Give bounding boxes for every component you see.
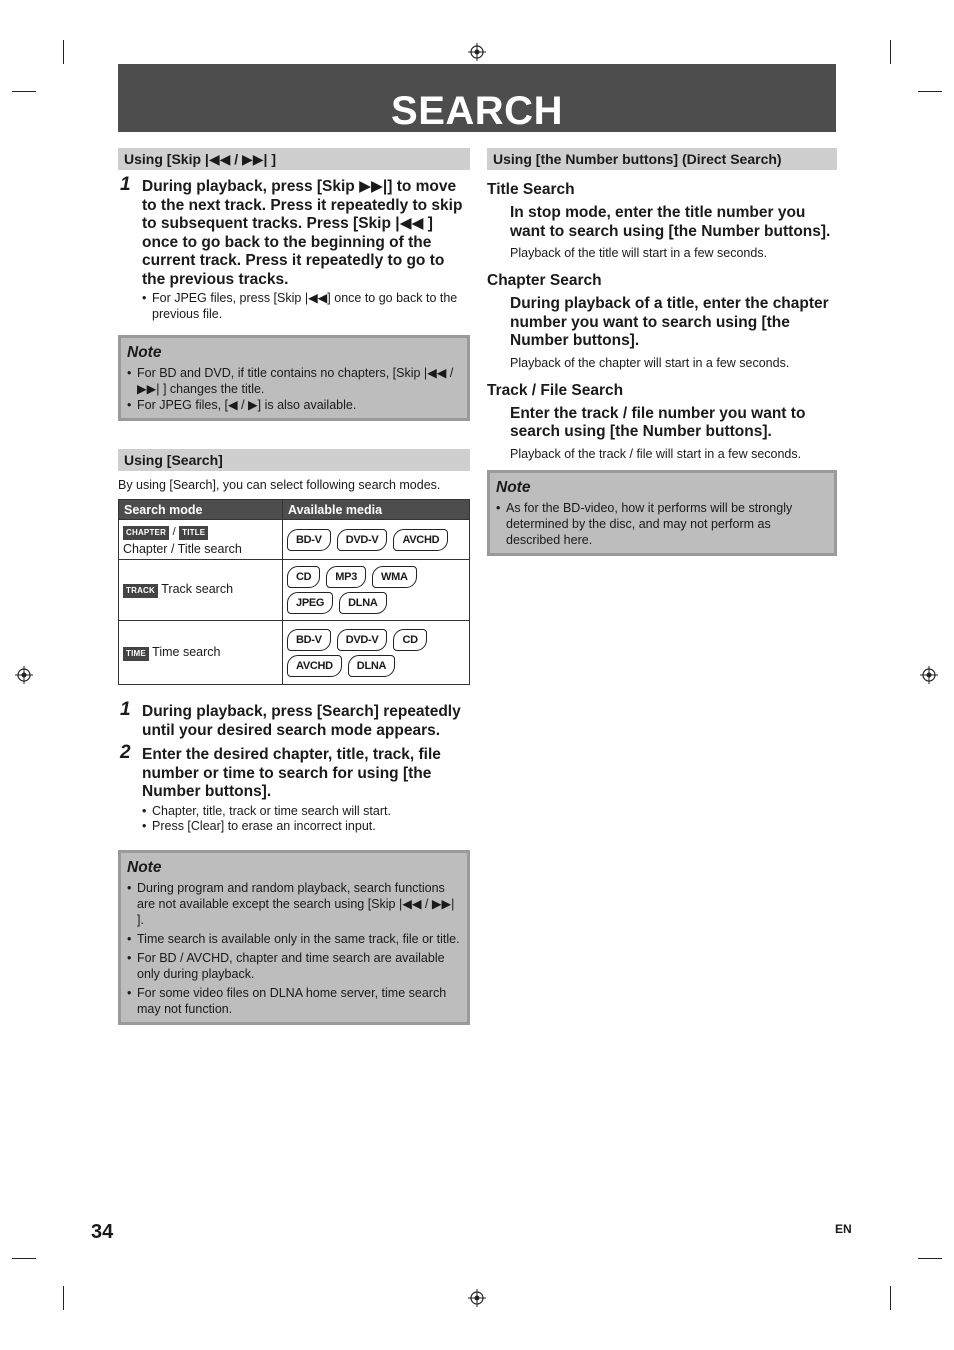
- registration-mark-icon: [468, 43, 486, 61]
- media-logo: WMA: [372, 566, 417, 588]
- table-row: [119, 621, 470, 685]
- step-text: During playback, press [Skip ▶▶|] to move to the next track. Press it repeatedly to skip to subsequent tracks. Press [Skip |◀◀ ] once to go back to the beginning of the current track. Press it repeatedly to go to the previous tracks.: [142, 178, 463, 288]
- table-row: [119, 520, 470, 560]
- table-header: Search mode: [119, 500, 283, 520]
- search-mode-cell: [119, 520, 283, 560]
- note-list: [496, 500, 828, 548]
- right-column: [487, 148, 837, 556]
- search-step-2: [118, 742, 470, 802]
- mode-tag: TITLE: [179, 526, 208, 540]
- media-logo: DLNA: [339, 592, 386, 614]
- search-step-1: [118, 699, 470, 740]
- crop-mark: [12, 91, 36, 92]
- list-item: • For some video files on DLNA home server, time search may not function.: [127, 985, 461, 1017]
- list-item: • For JPEG files, [◀ / ▶] is also available.: [127, 397, 461, 413]
- media-logo: AVCHD: [393, 529, 448, 551]
- title-search-result: Playback of the title will start in a few seconds.: [510, 246, 768, 260]
- page-title: SEARCH: [391, 89, 563, 133]
- note-box-direct: [487, 470, 837, 556]
- search-intro: By using [Search], you can select following search modes.: [118, 478, 441, 492]
- chapter-search-heading: Chapter Search: [487, 272, 602, 289]
- media-logo: CD: [287, 566, 320, 588]
- track-search-instruction: Enter the track / file number you want to search using [the Number buttons].: [510, 404, 806, 440]
- note-title: Note: [127, 344, 162, 361]
- media-cell: [283, 560, 470, 621]
- crop-mark: [918, 91, 942, 92]
- skip-step-1: [118, 174, 470, 289]
- crop-mark: [12, 1258, 36, 1259]
- crop-mark: [918, 1258, 942, 1259]
- mode-label: Chapter / Title search: [123, 541, 242, 556]
- mode-label: Time search: [152, 644, 221, 659]
- list-item: • For BD and DVD, if title contains no chapters, [Skip |◀◀ / ▶▶| ] changes the title.: [127, 365, 461, 397]
- crop-mark: [63, 1286, 64, 1310]
- crop-mark: [890, 40, 891, 64]
- search-mode-cell: [119, 560, 283, 621]
- chapter-search-instruction: During playback of a title, enter the chapter number you want to search using [the Number buttons].: [510, 295, 829, 349]
- crop-mark: [890, 1286, 891, 1310]
- search-mode-table: [118, 499, 470, 685]
- table-row: [119, 560, 470, 621]
- table-header: Available media: [283, 500, 470, 520]
- list-item: • During program and random playback, search functions are not available except the search using [Skip |◀◀ / ▶▶| ].: [127, 880, 461, 928]
- list-item: • For BD / AVCHD, chapter and time search are available only during playback.: [127, 950, 461, 982]
- registration-mark-icon: [15, 666, 33, 684]
- mode-tag: TRACK: [123, 584, 158, 598]
- note-box-search: [118, 850, 470, 1025]
- media-cell: [283, 520, 470, 560]
- step-text: During playback, press [Search] repeatedly until your desired search mode appears.: [142, 703, 461, 739]
- mode-label: Track search: [161, 582, 234, 596]
- track-search-result: Playback of the track / file will start in a few seconds.: [510, 446, 802, 461]
- left-column: [118, 148, 470, 1025]
- media-logo: MP3: [326, 566, 366, 588]
- search-step-2-bullets: [142, 804, 470, 835]
- media-logo: AVCHD: [287, 655, 342, 677]
- list-item: • For JPEG files, press [Skip |◀◀] once to go back to the previous file.: [142, 291, 470, 322]
- note-box-skip: [118, 335, 470, 421]
- page-number: 34: [91, 1221, 114, 1243]
- crop-mark: [63, 40, 64, 64]
- media-logo: DVD-V: [337, 629, 388, 651]
- media-cell: [283, 621, 470, 685]
- list-item: • As for the BD-video, how it performs will be strongly determined by the disc, and may not perform as described here.: [496, 500, 828, 548]
- media-logo: BD-V: [287, 629, 331, 651]
- mode-tag: TIME: [123, 647, 149, 661]
- step-number: 2: [120, 742, 131, 763]
- title-search-heading: Title Search: [487, 181, 575, 198]
- list-item: • Chapter, title, track or time search will start.: [142, 804, 470, 820]
- track-search-heading: Track / File Search: [487, 381, 624, 399]
- step-number: 1: [120, 174, 131, 195]
- step-number: 1: [120, 699, 131, 720]
- registration-mark-icon: [468, 1289, 486, 1307]
- mode-tag: CHAPTER: [123, 526, 169, 540]
- section-heading-search: Using [Search]: [118, 449, 470, 471]
- separator: /: [172, 525, 176, 538]
- language-code: EN: [835, 1222, 852, 1236]
- media-logo: DLNA: [348, 655, 395, 677]
- registration-mark-icon: [920, 666, 938, 684]
- list-item: • Press [Clear] to erase an incorrect input.: [142, 819, 470, 835]
- section-heading-skip: Using [Skip |◀◀ / ▶▶| ]: [118, 148, 470, 170]
- title-search-instruction: In stop mode, enter the title number you want to search using [the Number buttons].: [510, 204, 831, 240]
- page-banner: [118, 64, 836, 132]
- note-title: Note: [496, 478, 531, 496]
- step-text: Enter the desired chapter, title, track, file number or time to search for using [the Number buttons].: [142, 746, 441, 800]
- note-title: Note: [127, 858, 162, 876]
- search-mode-cell: [119, 621, 283, 685]
- section-heading-direct-search: Using [the Number buttons] (Direct Search): [487, 148, 837, 170]
- media-logo: DVD-V: [337, 529, 388, 551]
- chapter-search-result: Playback of the chapter will start in a few seconds.: [510, 355, 790, 370]
- list-item: • Time search is available only in the same track, file or title.: [127, 931, 461, 947]
- skip-step-1-bullets: [142, 291, 470, 322]
- note-list: [127, 880, 461, 1017]
- media-logo: JPEG: [287, 592, 333, 614]
- media-logo: CD: [393, 629, 426, 651]
- media-logo: BD-V: [287, 529, 331, 551]
- note-list: [127, 365, 461, 413]
